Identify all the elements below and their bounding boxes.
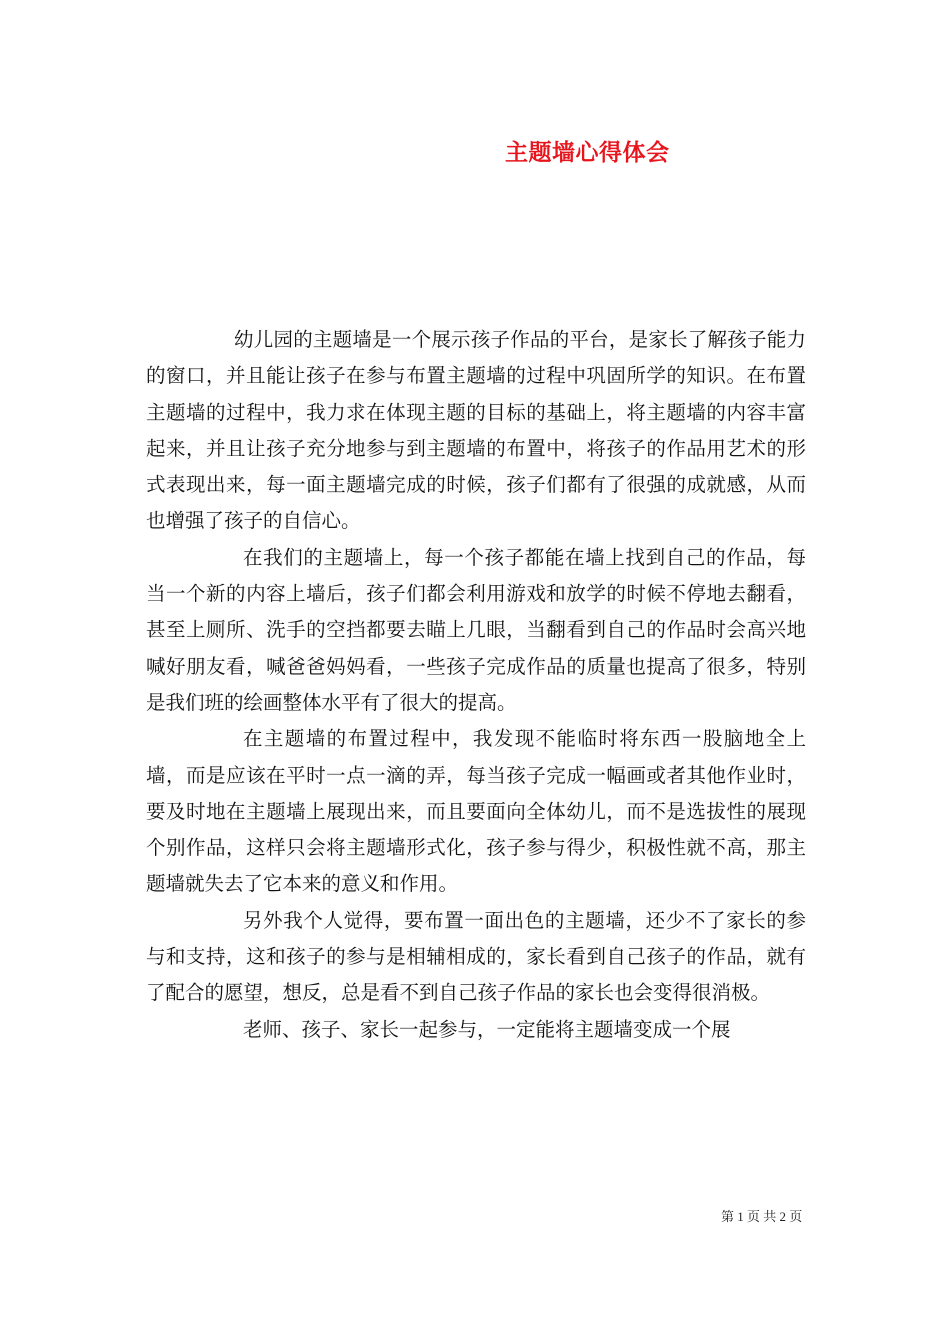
paragraph-1: 幼儿园的主题墙是一个展示孩子作品的平台，是家长了解孩子能力的窗口，并且能让孩子在参与布置主题墙的过程中巩固所学的知识。在布置主题墙的过程中，我力求在体现主题的目标的基础上，将主题墙的内容丰富起来，并且让孩子充分地参与到主题墙的布置中，将孩子的作品用艺术的形式表现出来，每一面主题墙完成的时候，孩子们都有了很强的成就感，从而也增强了孩子的自信心。 <box>146 328 806 533</box>
paragraph-3: 在主题墙的布置过程中，我发现不能临时将东西一股脑地全上墙，而是应该在平时一点一滴的弄，每当孩子完成一幅画或者其他作业时，要及时地在主题墙上展现出来，而且要面向全体幼儿，而不是选拔性的展现个别作品，这样只会将主题墙形式化，孩子参与得少，积极性就不高，那主题墙就失去了它本来的意义和作用。 <box>146 727 806 896</box>
paragraph-5: 老师、孩子、家长一起参与，一定能将主题墙变成一个展 <box>243 1017 731 1041</box>
document-title: 主题墙心得体会 <box>505 139 670 166</box>
paragraph-4: 另外我个人觉得，要布置一面出色的主题墙，还少不了家长的参与和支持，这和孩子的参与是相辅相成的，家长看到自己孩子的作品，就有了配合的愿望，想反，总是看不到自己孩子作品的家长也会变得很消极。 <box>146 908 806 1005</box>
paragraph-2: 在我们的主题墙上，每一个孩子都能在墙上找到自己的作品，每当一个新的内容上墙后，孩子们都会利用游戏和放学的时候不停地去翻看，甚至上厕所、洗手的空挡都要去瞄上几眼，当翻看到自己的作品时会高兴地喊好朋友看，喊爸爸妈妈看，一些孩子完成作品的质量也提高了很多，特别是我们班的绘画整体水平有了很大的提高。 <box>146 545 806 714</box>
document-body <box>146 322 806 1048</box>
page-number-footer: 第 1 页 共 2 页 <box>721 1209 803 1224</box>
